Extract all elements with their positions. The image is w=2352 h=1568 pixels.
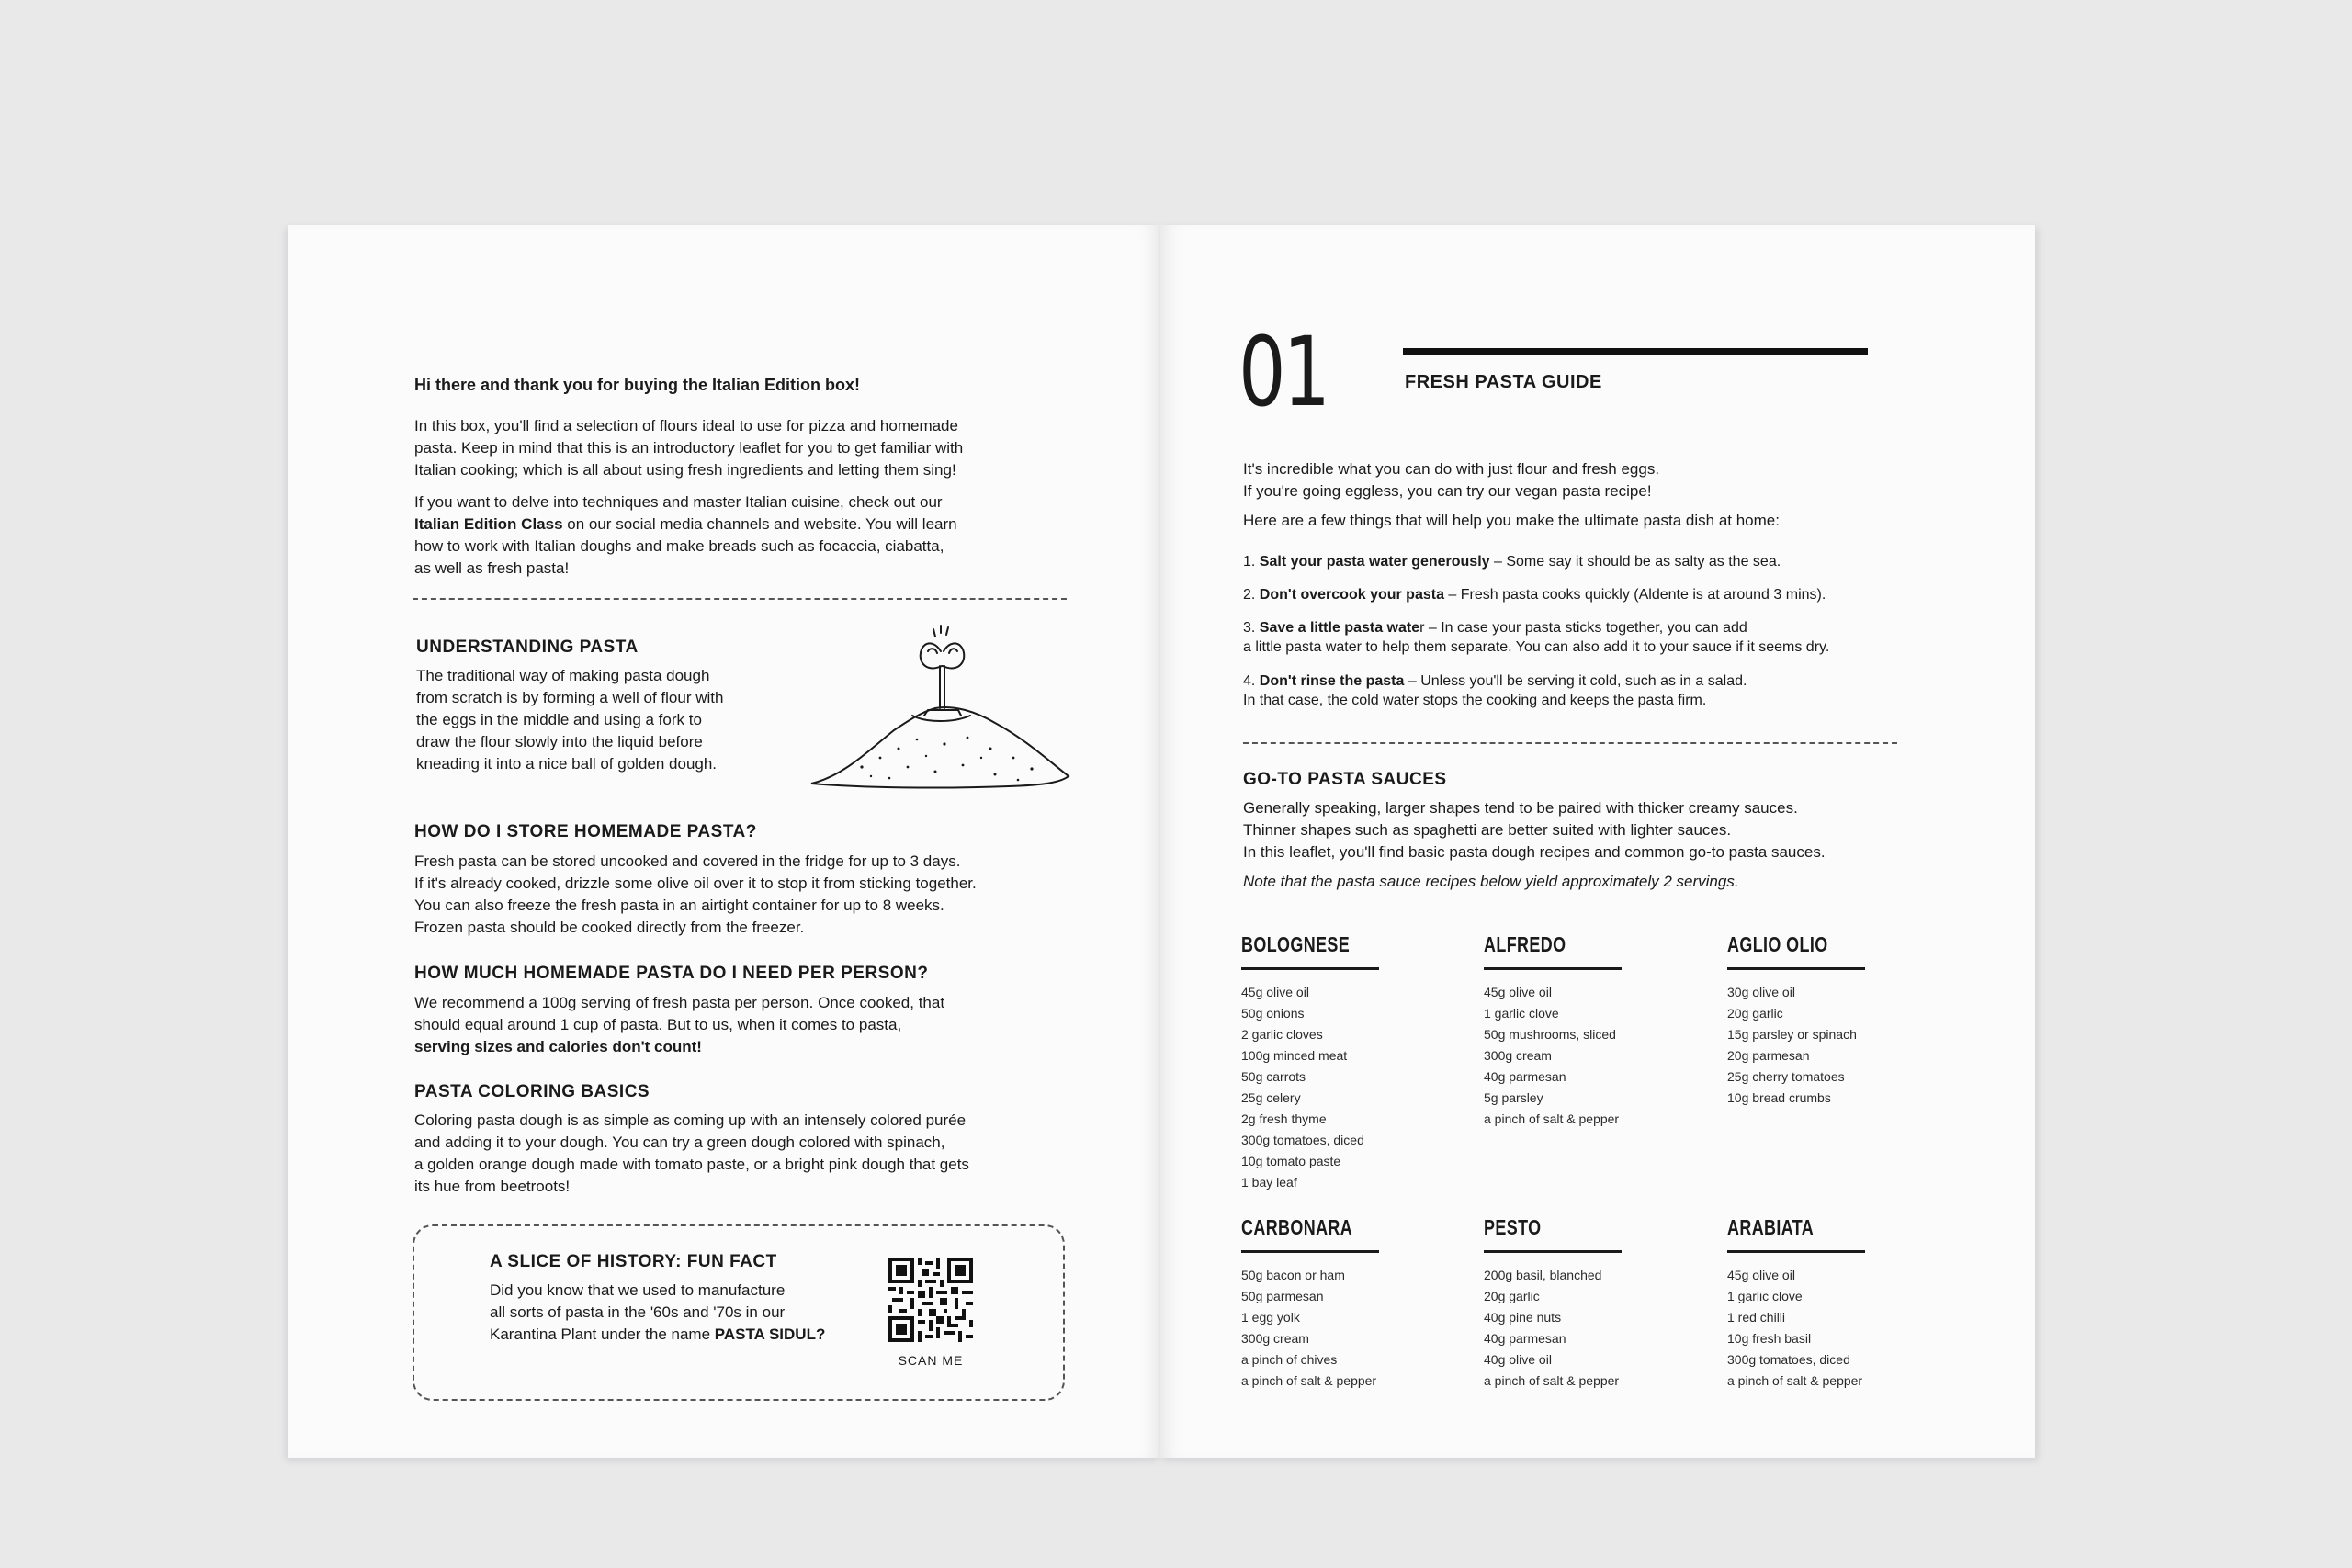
store-pasta-heading: HOW DO I STORE HOMEMADE PASTA? [414,822,757,841]
intro-heading: Hi there and thank you for buying the Italian Edition box! [414,376,861,394]
intro-p2-line: how to work with Italian doughs and make breads such as focaccia, ciabatta, [414,537,944,555]
pasta-coloring-text [414,1110,1094,1198]
how-much-heading: HOW MUCH HOMEMADE PASTA DO I NEED PER PERSON? [414,964,929,983]
ingredient: a pinch of chives [1241,1352,1338,1367]
tip-item [1243,552,1996,585]
tip-bold: Save a little pasta wate [1259,620,1420,636]
recipe-title-rule [1727,967,1865,970]
coloring-line: Coloring pasta dough is as simple as coming up with an intensely colored purée [414,1111,967,1129]
ingredient: 50g mushrooms, sliced [1484,1027,1616,1042]
ingredient: 300g cream [1484,1048,1552,1063]
fresh-pasta-guide-title: FRESH PASTA GUIDE [1405,372,1602,392]
ingredient: 100g minced meat [1241,1048,1348,1063]
intro-p2-line [414,513,1057,536]
ingredient-list [1241,1265,1376,1392]
ingredient-list [1484,982,1619,1130]
store-line: You can also freeze the fresh pasta in an airtight container for up to 8 weeks. [414,897,944,914]
understanding-line: draw the flour slowly into the liquid before [416,733,703,750]
understanding-line: from scratch is by forming a well of flour with [416,689,724,706]
ingredient: 30g olive oil [1727,985,1795,999]
ingredient-list [1241,982,1364,1193]
tip-item [1243,585,1996,618]
ingredient: 2 garlic cloves [1241,1027,1323,1042]
section-number: 01 [1238,316,1328,428]
ingredient: 10g fresh basil [1727,1331,1812,1346]
guide-intro [1243,458,1978,532]
scan-me-label: SCAN ME [898,1353,964,1368]
ingredient: a pinch of salt & pepper [1484,1111,1620,1126]
understanding-line: The traditional way of making pasta dough [416,667,710,684]
fun-fact-text [490,1280,894,1346]
ingredient: 45g olive oil [1484,985,1552,999]
tip-bold: Don't overcook your pasta [1259,587,1444,603]
recipe-title: BOLOGNESE [1241,932,1351,956]
ingredient: 1 bay leaf [1241,1175,1297,1190]
coloring-line: and adding it to your dough. You can try a green dough colored with spinach, [414,1134,945,1151]
ingredient: 300g tomatoes, diced [1241,1133,1364,1147]
recipe-title: AGLIO OLIO [1727,932,1828,956]
tip-number: 3. [1243,620,1260,636]
recipe-title: ALFREDO [1484,932,1566,956]
ingredient: 40g parmesan [1484,1069,1566,1084]
store-pasta-text [414,851,1094,939]
pasta-sidul-text: PASTA SIDUL? [714,1325,826,1343]
fun-fact-text-prefix: Karantina Plant under the name [490,1325,715,1343]
tip-item [1243,618,1996,671]
ingredient: 25g celery [1241,1090,1301,1105]
ingredient: 300g cream [1241,1331,1309,1346]
recipe-title-rule [1241,967,1379,970]
how-much-bold-line: serving sizes and calories don't count! [414,1038,702,1055]
recipe-aglio-olio [1727,932,1874,1105]
recipe-arabiata [1727,1215,1874,1388]
store-line: Fresh pasta can be stored uncooked and covered in the fridge for up to 3 days. [414,852,961,870]
how-much-line: should equal around 1 cup of pasta. But to us, when it comes to pasta, [414,1016,902,1033]
coloring-line: its hue from beetroots! [414,1178,571,1195]
tip-item [1243,671,1996,717]
ingredient: 25g cherry tomatoes [1727,1069,1845,1084]
recipe-title: CARBONARA [1241,1215,1353,1239]
how-much-text [414,992,1094,1058]
recipe-title: ARABIATA [1727,1215,1815,1239]
flour-mound-illustration [807,620,1073,804]
pasta-coloring-heading: PASTA COLORING BASICS [414,1082,650,1101]
ingredient: 2g fresh thyme [1241,1111,1327,1126]
tip-extra: In that case, the cold water stops the cooking and keeps the pasta firm. [1243,693,1707,708]
ingredient: 15g parsley or spinach [1727,1027,1857,1042]
sauces-line: In this leaflet, you'll find basic pasta dough recipes and common go-to pasta sauces. [1243,843,1826,861]
ingredient: 5g parsley [1484,1090,1544,1105]
ingredient: 10g tomato paste [1241,1154,1341,1168]
ingredient: 1 garlic clove [1727,1289,1803,1303]
store-line: Frozen pasta should be cooked directly from the freezer. [414,919,805,936]
tip-extra: a little pasta water to help them separate. You can also add it to your sauce if it seems dry. [1243,639,1830,655]
ingredient: 10g bread crumbs [1727,1090,1831,1105]
ingredient: a pinch of salt & pepper [1484,1373,1620,1388]
intro-p2-line: If you want to delve into techniques and master Italian cuisine, check out our [414,493,943,511]
ingredient: 45g olive oil [1727,1268,1795,1282]
guide-intro-line: If you're going eggless, you can try our vegan pasta recipe! [1243,482,1652,500]
recipe-title-rule [1241,1250,1379,1253]
ingredient: a pinch of salt & pepper [1727,1373,1863,1388]
ingredient: 1 red chilli [1727,1310,1786,1325]
understanding-pasta-heading: UNDERSTANDING PASTA [416,637,639,657]
tip-number: 2. [1243,587,1260,603]
ingredient: 50g bacon or ham [1241,1268,1345,1282]
ingredient: 1 garlic clove [1484,1006,1559,1021]
ingredient: 300g tomatoes, diced [1727,1352,1850,1367]
tip-text: – Unless you'll be serving it cold, such as in a salad. [1404,673,1747,689]
recipe-title-rule [1484,1250,1622,1253]
recipe-title-rule [1727,1250,1865,1253]
tip-number: 1. [1243,554,1260,570]
understanding-line: the eggs in the middle and using a fork to [416,711,702,728]
intro-p1-line: In this box, you'll find a selection of flours ideal to use for pizza and homemade [414,417,958,434]
intro-p2-line: as well as fresh pasta! [414,559,570,577]
recipe-pesto [1484,1215,1631,1388]
guide-intro-line: It's incredible what you can do with just flour and fresh eggs. [1243,460,1660,478]
ingredient: 40g pine nuts [1484,1310,1562,1325]
intro-p2-text: on our social media channels and website. You will learn [562,515,957,533]
ingredient: 40g parmesan [1484,1331,1566,1346]
intro-p1-line: pasta. Keep in mind that this is an introductory leaflet for you to get familiar with [414,439,964,457]
recipe-carbonara [1241,1215,1388,1388]
ingredient: 50g carrots [1241,1069,1306,1084]
ingredient: 20g parmesan [1727,1048,1810,1063]
ingredient: 200g basil, blanched [1484,1268,1602,1282]
tip-text: – Some say it should be as salty as the sea. [1489,554,1781,570]
left-page [288,225,1160,1458]
intro-paragraph-1 [414,415,1057,481]
sauces-line: Generally speaking, larger shapes tend to be paired with thicker creamy sauces. [1243,799,1798,817]
intro-paragraph-2 [414,491,1057,580]
right-page [1160,225,2035,1458]
fun-fact-box [413,1224,1065,1401]
ingredient-list [1727,1265,1862,1392]
tips-list [1243,552,1996,717]
recipe-title-rule [1484,967,1622,970]
intro-p1-line: Italian cooking; which is all about using fresh ingredients and letting them sing! [414,461,956,479]
title-rule [1403,348,1868,355]
sauces-intro [1243,797,1996,893]
tip-bold: Salt your pasta water generously [1259,554,1490,570]
qr-code-icon[interactable] [888,1258,973,1342]
recipe-bolognese [1241,932,1388,1190]
tip-number: 4. [1243,673,1260,689]
ingredient: 45g olive oil [1241,985,1309,999]
ingredient: 40g olive oil [1484,1352,1552,1367]
ingredient: 20g garlic [1484,1289,1540,1303]
recipe-alfredo [1484,932,1631,1126]
understanding-pasta-text [416,665,802,775]
coloring-line: a golden orange dough made with tomato paste, or a bright pink dough that gets [414,1156,969,1173]
sauces-line: Thinner shapes such as spaghetti are better suited with lighter sauces. [1243,821,1732,839]
tip-text: r – In case your pasta sticks together, you can add [1419,620,1747,636]
sauces-note: Note that the pasta sauce recipes below yield approximately 2 servings. [1243,873,1739,890]
ingredient: a pinch of salt & pepper [1241,1373,1377,1388]
understanding-line: kneading it into a nice ball of golden dough. [416,755,718,773]
ingredient: 50g parmesan [1241,1289,1324,1303]
guide-intro-lead: Here are a few things that will help you make the ultimate pasta dish at home: [1243,512,1780,529]
fun-fact-line [490,1324,894,1346]
tip-bold: Don't rinse the pasta [1259,673,1405,689]
ingredient: 50g onions [1241,1006,1305,1021]
section-divider [1243,742,1897,744]
ingredient-list [1727,982,1857,1109]
store-line: If it's already cooked, drizzle some olive oil over it to stop it from sticking together. [414,874,977,892]
fun-fact-line: all sorts of pasta in the '60s and '70s in our [490,1303,786,1321]
fun-fact-heading: A SLICE OF HISTORY: FUN FACT [490,1252,777,1271]
section-divider [413,598,1067,600]
ingredient: 20g garlic [1727,1006,1783,1021]
go-to-sauces-heading: GO-TO PASTA SAUCES [1243,770,1447,789]
italian-edition-class-link: Italian Edition Class [414,515,563,533]
ingredient: 1 egg yolk [1241,1310,1300,1325]
recipe-title: PESTO [1484,1215,1542,1239]
tip-text: – Fresh pasta cooks quickly (Aldente is at around 3 mins). [1443,587,1826,603]
ingredient-list [1484,1265,1619,1392]
how-much-line: We recommend a 100g serving of fresh pasta per person. Once cooked, that [414,994,945,1011]
fun-fact-line: Did you know that we used to manufacture [490,1281,786,1299]
